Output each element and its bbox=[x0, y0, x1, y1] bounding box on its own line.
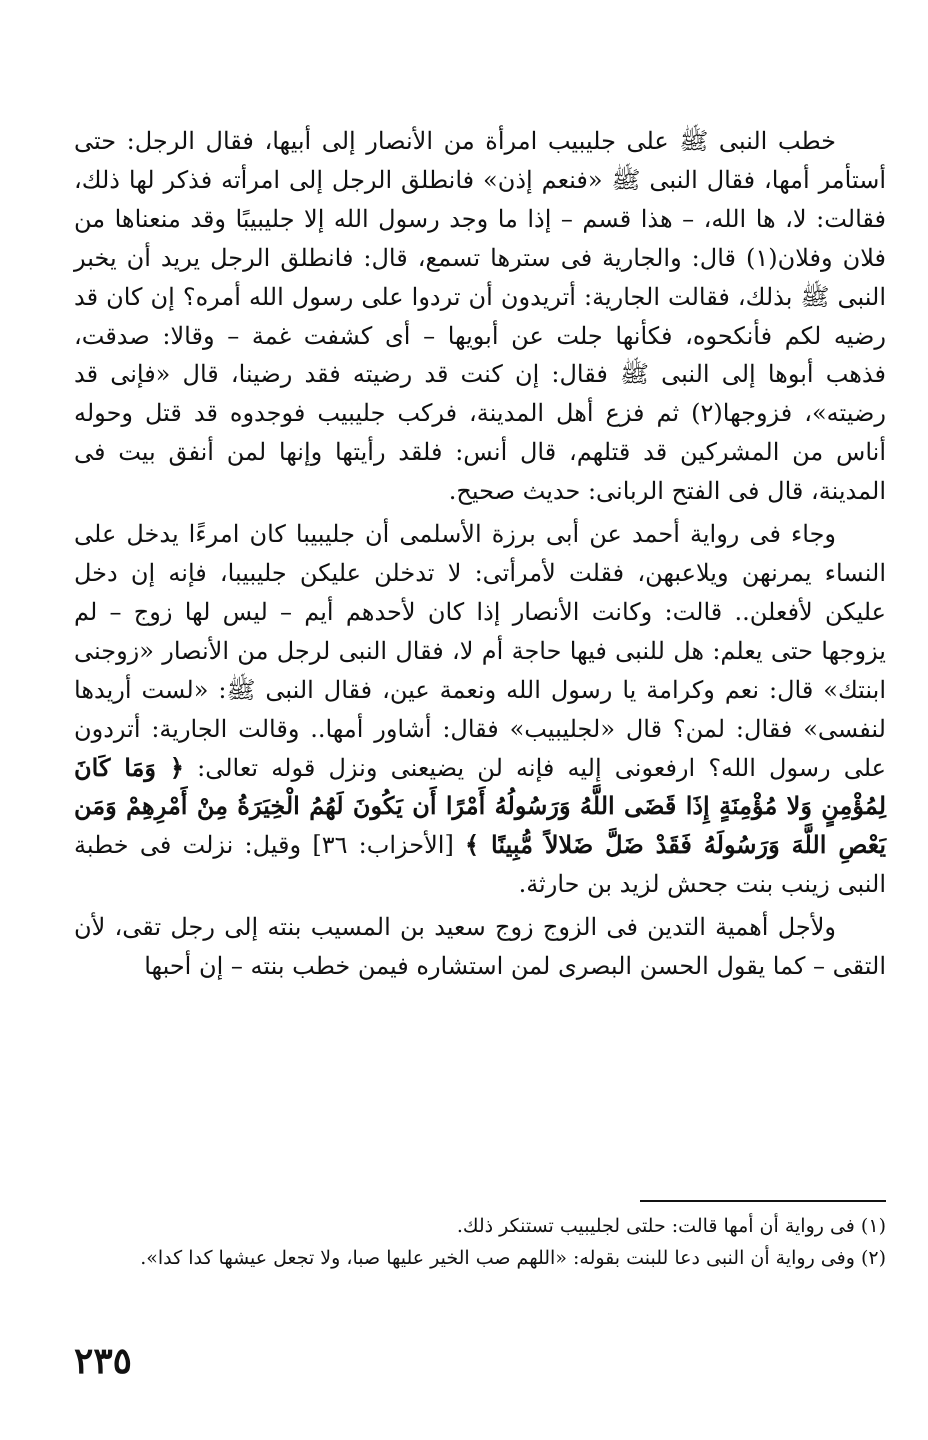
paragraph-2 bbox=[74, 515, 886, 904]
paragraph-1 bbox=[74, 122, 886, 511]
paragraph-2-intro: وجاء فى رواية أحمد عن أبى برزة الأسلمى أن جليبيبا كان امرءًا يدخل على النساء يمرنهن ويلاعبهن، فقلت لأمرأتى: لا تدخلن عليكن جليبيبا، فإنه إن دخل عليكن لأفعلن.. قالت: وكانت الأنصار إذا كان لأحدهم أيم – ليس لها زوج – لم يزوجها حتى يعلم: هل للنبى فيها حاجة أم لا، فقال النبى لرجل من الأنصار «زوجنى ابنتك» قال: نعم وكرامة يا رسول الله ونعمة عين، فقال النبى ﷺ: «لست أريدها لنفسى» فقال: لمن؟ قال «لجليبيب» فقال: أشاور أمها.. وقالت الجارية: أتردون على رسول الله؟ ارفعونى إليه فإنه لن يضيعنى ونزل قوله تعالى: bbox=[74, 520, 886, 782]
quran-verse: ﴿ وَمَا كَانَ لِمُؤْمِنٍ وَلا مُؤْمِنَةٍ إِذَا قَضَى اللَّهُ وَرَسُولُهُ أَمْرًا أَن يَكُونَ لَهُمُ الْخِيَرَةُ مِنْ أَمْرِهِمْ وَمَن يَعْصِ اللَّهَ وَرَسُولَهُ فَقَدْ ضَلَّ ضَلالاً مُّبِينًا ﴾ bbox=[74, 752, 887, 860]
verse-citation: [الأحزاب: ٣٦] bbox=[312, 831, 454, 860]
footnotes bbox=[74, 1210, 886, 1274]
footnote-1: (١) فى رواية أن أمها قالت: حلتى لجليبيب تستنكر ذلك. bbox=[456, 1215, 886, 1237]
paragraph-1-text: خطب النبى ﷺ على جليبيب امرأة من الأنصار إلى أبيها، فقال الرجل: حتى أستأمر أمها، فقال النبى ﷺ «فنعم إذن» فانطلق الرجل إلى امرأته فذكر لها ذلك، فقالت: لا، ها الله، – هذا قسم – إذا ما وجد رسول الله إلا جليبيبًا وقد منعناها من فلان وفلان(١) قال: والجارية فى سترها تسمع، قال: فانطلق الرجل يريد أن يخبر النبى ﷺ بذلك، فقالت الجارية: أتريدون أن تردوا على رسول الله أمره؟ إن كان قد رضيه لكم فأنكحوه، فكأنها جلت عن أبويها – أى كشفت غمة – وقالا: صدقت، فذهب أبوها إلى النبى ﷺ فقال: إن كنت قد رضيته فقد رضينا، قال «فإنى قد رضيته»، فزوجها(٢) ثم فزع أهل المدينة، فركب جليبيب فوجدوه قد قتل وحوله أناس من المشركين قد قتلهم، قال أنس: فلقد رأيتها وإنها لمن أنفق بيت فى المدينة، قال فى الفتح الربانى: حديث صحيح. bbox=[74, 127, 886, 506]
footnote-separator bbox=[640, 1200, 886, 1202]
page-number: ٢٣٥ bbox=[74, 1340, 133, 1382]
footnote-2: (٢) وفى رواية أن النبى دعا للبنت بقوله: «اللهم صب الخير عليها صبا، ولا تجعل عيشها كدا كدا». bbox=[140, 1247, 886, 1269]
paragraph-3-text: ولأجل أهمية التدين فى الزوج زوج سعيد بن المسيب بنته إلى رجل تقى، لأن التقى – كما يقول الحسن البصرى لمن استشاره فيمن خطب بنته – إن أحبها bbox=[74, 913, 886, 981]
paragraph-2-end: وقيل: نزلت فى خطبة النبى زينب بنت جحش لزيد بن حارثة. bbox=[74, 831, 886, 899]
paragraph-2-text bbox=[74, 515, 886, 904]
page-body bbox=[74, 122, 886, 986]
paragraph-3 bbox=[74, 908, 886, 986]
